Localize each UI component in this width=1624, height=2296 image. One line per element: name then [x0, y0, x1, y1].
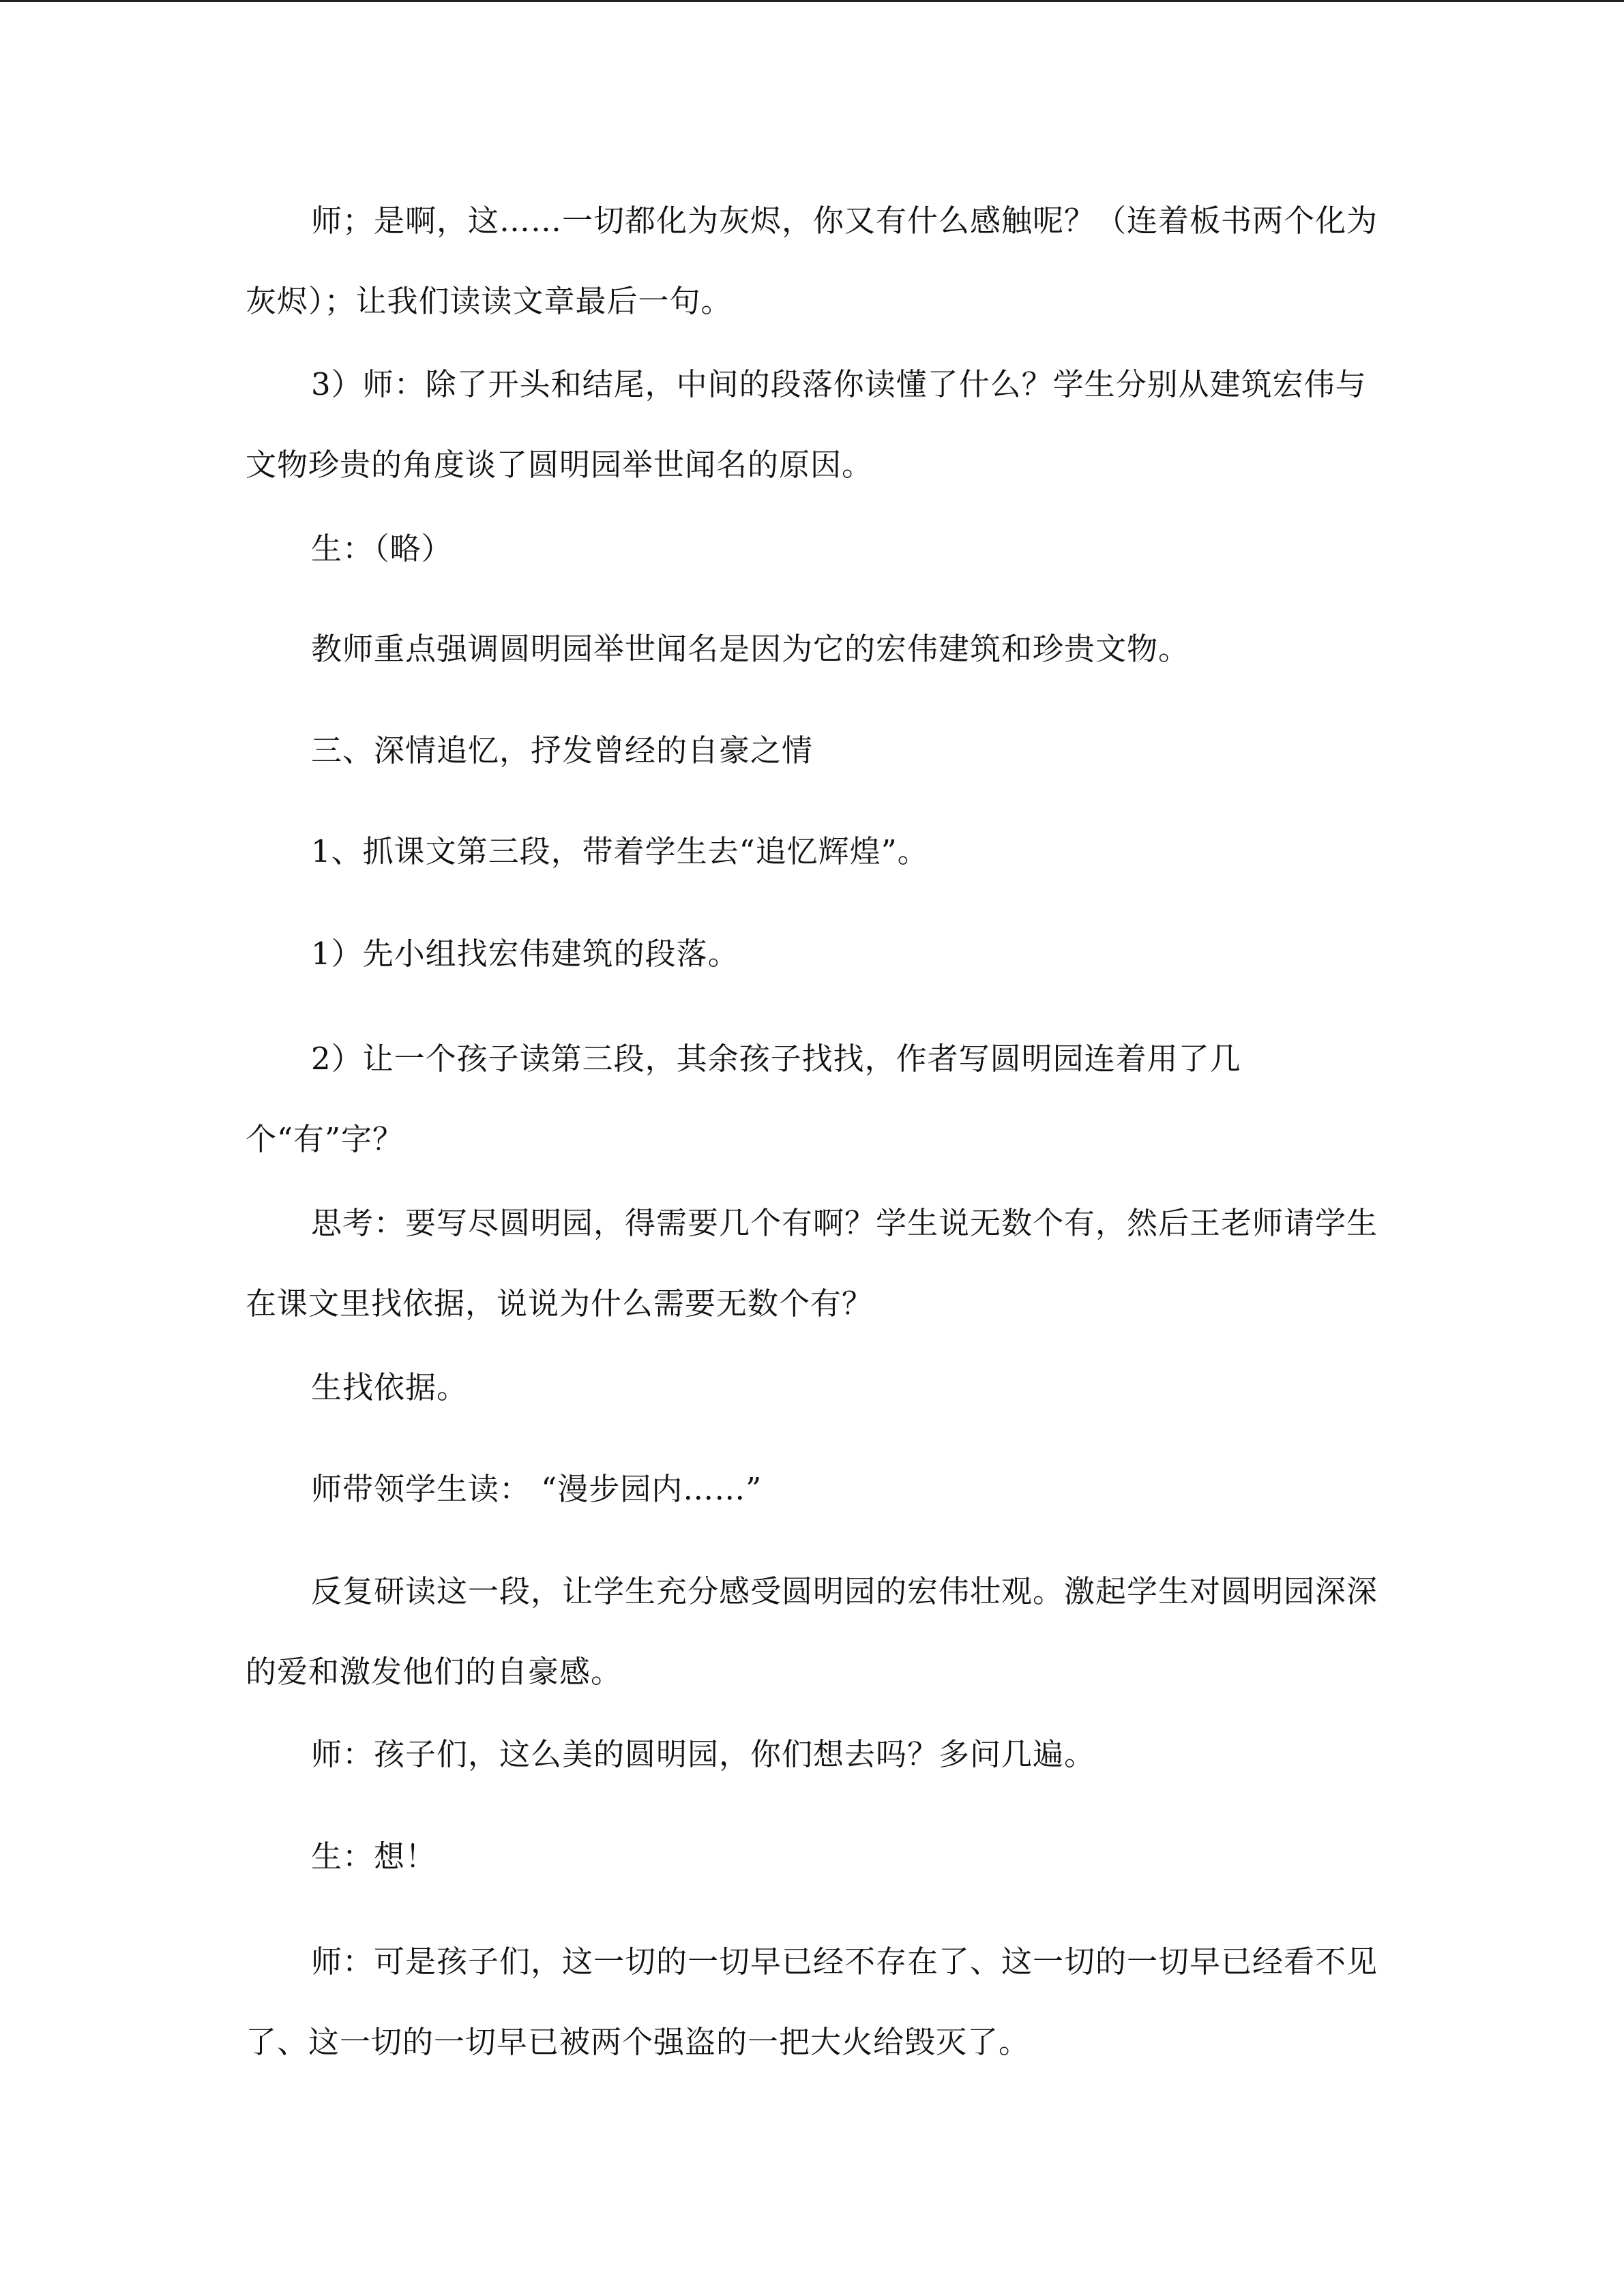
page-top-border: [0, 0, 1624, 2]
paragraph-6: 1、抓课文第三段，带着学生去“追忆辉煌”。: [311, 833, 929, 869]
paragraph-11: 师带领学生读： “漫步园内……”: [311, 1471, 763, 1507]
paragraph-8: 2）让一个孩子读第三段，其余孩子找找，作者写圆明园连着用了几个“有”字？: [246, 1041, 1241, 1157]
paragraph-12: 反复研读这一段，让学生充分感受圆明园的宏伟壮观。激起学生对圆明园深深的爱和激发他们的自豪感。: [246, 1573, 1378, 1690]
paragraph-7: 1）先小组找宏伟建筑的段落。: [311, 936, 739, 972]
paragraph-14: 生：想！: [311, 1838, 437, 1875]
paragraph-3: 生：（略）: [311, 531, 453, 567]
paragraph-2: 3）师：除了开头和结尾，中间的段落你读懂了什么？学生分别从建筑宏伟与文物珍贵的角度谈了圆明园举世闻名的原因。: [246, 366, 1367, 483]
paragraph-13: 师：孩子们，这么美的圆明园，你们想去吗？多问几遍。: [311, 1736, 1096, 1772]
paragraph-10: 生找依据。: [311, 1369, 469, 1405]
section-heading: 三、深情追忆，抒发曾经的自豪之情: [311, 732, 814, 769]
paragraph-1: 师；是啊，这……一切都化为灰烬，你又有什么感触呢？（连着板书两个化为灰烬）；让我们读读文章最后一句。: [246, 203, 1378, 319]
paragraph-15: 师：可是孩子们，这一切的一切早已经不存在了、这一切的一切早已经看不见了、这一切的一切早已被两个强盗的一把大火给毁灭了。: [246, 1943, 1378, 2060]
paragraph-4: 教师重点强调圆明园举世闻名是因为它的宏伟建筑和珍贵文物。: [311, 631, 1190, 667]
paragraph-9: 思考：要写尽圆明园，得需要几个有啊？学生说无数个有，然后王老师请学生在课文里找依据，说说为什么需要无数个有？: [246, 1205, 1378, 1322]
